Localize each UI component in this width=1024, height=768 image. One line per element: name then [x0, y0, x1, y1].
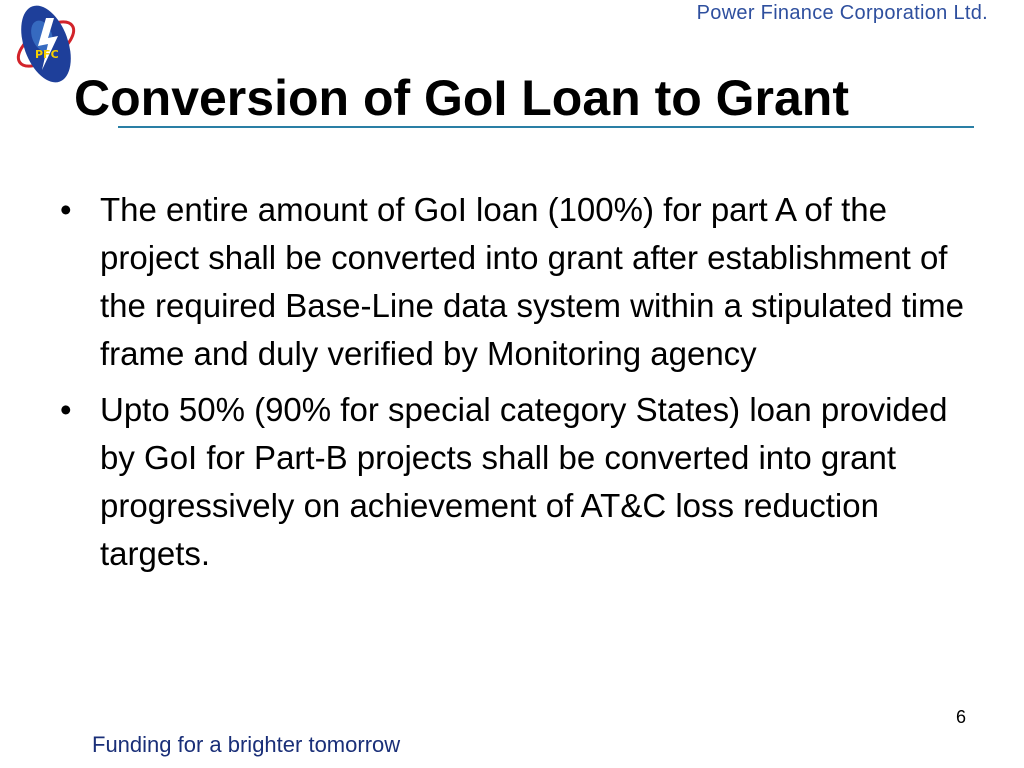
bullet-item — [58, 386, 970, 578]
bullet-item — [58, 186, 970, 378]
organization-name: Power Finance Corporation Ltd. — [696, 2, 988, 24]
bullet-text: The entire amount of GoI loan (100%) for part A of the project shall be converted into grant after establishment of the required Base-Line data system within a stipulated time frame and duly verified by Monitoring agency — [100, 191, 964, 372]
bullet-text: Upto 50% (90% for special category States) loan provided by GoI for Part-B projects shall be converted into grant progressively on achievement of AT&C loss reduction targets. — [100, 391, 948, 572]
logo-text: PFC — [35, 48, 59, 61]
slide-title: Conversion of GoI Loan to Grant — [74, 70, 849, 126]
bullet-icon: • — [60, 191, 72, 228]
bullet-list — [58, 186, 970, 586]
footer-tagline: Funding for a brighter tomorrow — [92, 732, 401, 757]
page-number: 6 — [955, 707, 966, 727]
title-divider — [118, 126, 974, 128]
bullet-icon: • — [60, 391, 72, 428]
